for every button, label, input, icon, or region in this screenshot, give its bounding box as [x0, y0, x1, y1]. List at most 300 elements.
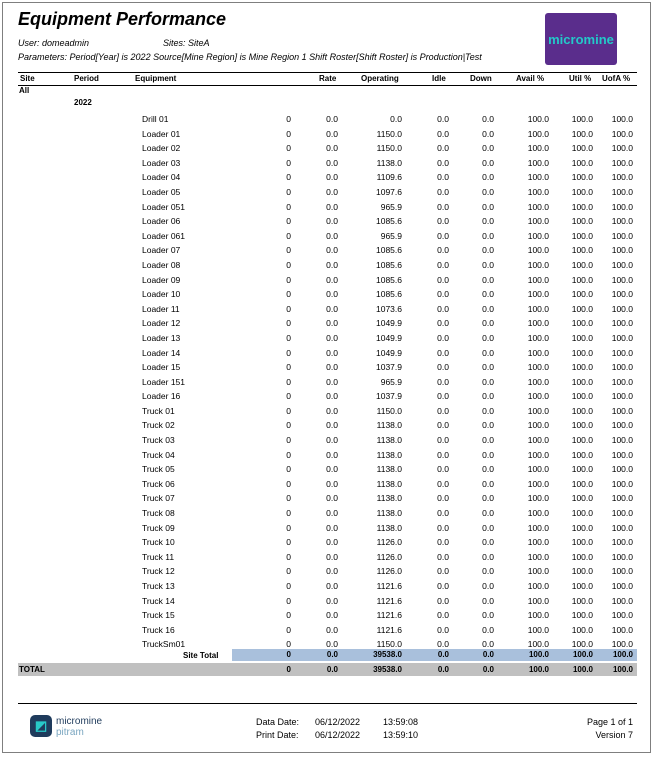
equipment-table-body	[0, 112, 655, 652]
row-avail: 100.0	[527, 143, 549, 154]
row-uofa: 100.0	[611, 318, 633, 329]
table-row	[0, 200, 655, 215]
row-down: 0.0	[482, 449, 494, 460]
row-count: 0	[286, 289, 291, 300]
row-equipment: Truck 09	[142, 522, 175, 533]
row-down: 0.0	[482, 303, 494, 314]
row-avail: 100.0	[527, 405, 549, 416]
row-avail: 100.0	[527, 114, 549, 124]
row-uofa: 100.0	[611, 114, 633, 124]
row-count: 0	[286, 435, 291, 446]
row-util: 100.0	[571, 551, 593, 562]
group-site: All	[19, 86, 30, 95]
site-total-row	[232, 649, 637, 661]
row-count: 0	[286, 376, 291, 387]
row-down: 0.0	[482, 143, 494, 154]
row-operating: 1138.0	[376, 449, 402, 460]
row-avail: 100.0	[527, 464, 549, 475]
data-date-label: Data Date:	[256, 717, 300, 727]
col-util: Util %	[569, 74, 592, 83]
row-uofa: 100.0	[611, 595, 633, 606]
row-count: 0	[286, 405, 291, 416]
footer-divider	[18, 703, 637, 704]
row-equipment: Truck 13	[142, 581, 175, 591]
table-row	[0, 346, 655, 361]
row-down: 0.0	[482, 114, 494, 124]
row-idle: 0.0	[437, 405, 449, 416]
row-down: 0.0	[482, 259, 494, 270]
row-rate: 0.0	[326, 216, 338, 227]
row-util: 100.0	[571, 303, 593, 314]
row-count: 0	[286, 639, 291, 650]
row-operating: 1037.9	[376, 362, 402, 373]
row-avail: 100.0	[527, 289, 549, 300]
row-idle: 0.0	[437, 274, 449, 285]
row-operating: 1138.0	[376, 493, 402, 504]
row-uofa: 100.0	[611, 405, 633, 416]
table-row	[0, 229, 655, 244]
row-idle: 0.0	[437, 245, 449, 256]
row-rate: 0.0	[326, 420, 338, 431]
row-util: 100.0	[571, 522, 593, 533]
col-equipment: Equipment	[135, 74, 177, 83]
row-rate: 0.0	[326, 376, 338, 387]
table-row	[0, 243, 655, 258]
col-rate: Rate	[319, 74, 337, 83]
row-count: 0	[286, 318, 291, 329]
row-rate: 0.0	[326, 172, 338, 183]
row-rate: 0.0	[326, 186, 338, 197]
row-uofa: 100.0	[611, 522, 633, 533]
row-idle: 0.0	[437, 478, 449, 489]
row-idle: 0.0	[437, 566, 449, 577]
row-down: 0.0	[482, 551, 494, 562]
report-version: Version 7	[595, 730, 633, 740]
row-down: 0.0	[482, 128, 494, 139]
row-operating: 1037.9	[376, 391, 402, 402]
col-idle: Idle	[432, 74, 446, 83]
table-row	[0, 594, 655, 609]
table-row	[0, 360, 655, 375]
grand-total-label: TOTAL	[19, 665, 45, 674]
row-down: 0.0	[482, 201, 494, 212]
row-operating: 1085.6	[376, 216, 402, 227]
table-row	[0, 535, 655, 550]
table-row	[0, 521, 655, 536]
row-uofa: 100.0	[611, 376, 633, 387]
row-avail: 100.0	[527, 362, 549, 373]
row-equipment: Loader 08	[142, 259, 181, 270]
row-count: 0	[286, 216, 291, 227]
row-equipment: Drill 01	[142, 114, 169, 124]
row-rate: 0.0	[326, 157, 338, 168]
row-count: 0	[286, 464, 291, 475]
row-operating: 1150.0	[376, 143, 402, 154]
col-avail: Avail %	[516, 74, 545, 83]
row-operating: 0.0	[390, 114, 402, 124]
row-avail: 100.0	[527, 566, 549, 577]
row-util: 100.0	[571, 391, 593, 402]
row-equipment: Loader 151	[142, 376, 186, 387]
data-time: 13:59:08	[383, 717, 419, 727]
row-uofa: 100.0	[611, 128, 633, 139]
row-rate: 0.0	[326, 435, 338, 446]
row-idle: 0.0	[437, 639, 449, 650]
row-equipment: Loader 02	[142, 143, 181, 154]
row-util: 100.0	[571, 216, 593, 227]
row-idle: 0.0	[437, 230, 449, 241]
row-down: 0.0	[482, 478, 494, 489]
row-equipment: Truck 05	[142, 464, 175, 475]
row-count: 0	[286, 522, 291, 533]
row-down: 0.0	[482, 435, 494, 446]
row-count: 0	[286, 551, 291, 562]
site-total-n: 0	[286, 650, 291, 659]
table-row	[0, 287, 655, 302]
row-down: 0.0	[482, 347, 494, 358]
row-count: 0	[286, 245, 291, 256]
report-user: User: domeadmin	[18, 38, 90, 48]
table-row	[0, 418, 655, 433]
row-uofa: 100.0	[611, 610, 633, 621]
row-idle: 0.0	[437, 347, 449, 358]
row-rate: 0.0	[326, 391, 338, 402]
row-util: 100.0	[571, 478, 593, 489]
row-uofa: 100.0	[611, 449, 633, 460]
row-rate: 0.0	[326, 522, 338, 533]
row-down: 0.0	[482, 274, 494, 285]
row-rate: 0.0	[326, 289, 338, 300]
row-operating: 1138.0	[376, 522, 402, 533]
row-util: 100.0	[571, 376, 593, 387]
row-idle: 0.0	[437, 595, 449, 606]
row-down: 0.0	[482, 581, 494, 591]
table-row	[0, 170, 655, 185]
row-util: 100.0	[571, 449, 593, 460]
row-avail: 100.0	[527, 216, 549, 227]
row-uofa: 100.0	[611, 435, 633, 446]
grand-total-util: 100.0	[572, 665, 593, 674]
row-avail: 100.0	[527, 186, 549, 197]
table-row	[0, 331, 655, 346]
row-down: 0.0	[482, 391, 494, 402]
row-uofa: 100.0	[611, 201, 633, 212]
row-down: 0.0	[482, 318, 494, 329]
row-equipment: Truck 06	[142, 478, 175, 489]
row-idle: 0.0	[437, 376, 449, 387]
row-equipment: Loader 061	[142, 230, 186, 241]
row-count: 0	[286, 274, 291, 285]
row-equipment: Loader 06	[142, 216, 181, 227]
row-operating: 1085.6	[376, 274, 402, 285]
row-rate: 0.0	[326, 128, 338, 139]
row-uofa: 100.0	[611, 143, 633, 154]
row-count: 0	[286, 420, 291, 431]
row-equipment: Loader 09	[142, 274, 181, 285]
row-idle: 0.0	[437, 332, 449, 343]
table-row	[0, 579, 655, 594]
row-avail: 100.0	[527, 318, 549, 329]
row-down: 0.0	[482, 464, 494, 475]
row-equipment: Truck 14	[142, 595, 175, 606]
row-equipment: Loader 04	[142, 172, 181, 183]
row-equipment: Truck 02	[142, 420, 175, 431]
row-avail: 100.0	[527, 259, 549, 270]
row-down: 0.0	[482, 230, 494, 241]
footer-brand	[56, 716, 102, 738]
row-equipment: Truck 15	[142, 610, 175, 621]
row-avail: 100.0	[527, 376, 549, 387]
group-period: 2022	[74, 98, 92, 107]
table-row	[0, 141, 655, 156]
row-idle: 0.0	[437, 216, 449, 227]
row-idle: 0.0	[437, 391, 449, 402]
row-idle: 0.0	[437, 157, 449, 168]
row-operating: 965.9	[380, 201, 402, 212]
row-uofa: 100.0	[611, 624, 633, 635]
row-equipment: Truck 03	[142, 435, 175, 446]
row-uofa: 100.0	[611, 172, 633, 183]
row-avail: 100.0	[527, 230, 549, 241]
row-avail: 100.0	[527, 245, 549, 256]
row-util: 100.0	[571, 201, 593, 212]
row-count: 0	[286, 595, 291, 606]
row-equipment: Truck 12	[142, 566, 175, 577]
row-uofa: 100.0	[611, 332, 633, 343]
row-down: 0.0	[482, 522, 494, 533]
row-avail: 100.0	[527, 581, 549, 591]
row-idle: 0.0	[437, 362, 449, 373]
row-idle: 0.0	[437, 551, 449, 562]
row-equipment: Loader 01	[142, 128, 181, 139]
row-equipment: Loader 10	[142, 289, 181, 300]
row-down: 0.0	[482, 566, 494, 577]
grand-total-down: 0.0	[482, 665, 494, 674]
row-count: 0	[286, 449, 291, 460]
row-count: 0	[286, 478, 291, 489]
row-rate: 0.0	[326, 347, 338, 358]
row-util: 100.0	[571, 537, 593, 548]
table-row	[0, 273, 655, 288]
table-row	[0, 550, 655, 565]
row-idle: 0.0	[437, 493, 449, 504]
row-operating: 1138.0	[376, 157, 402, 168]
row-rate: 0.0	[326, 405, 338, 416]
row-equipment: Truck 08	[142, 508, 175, 519]
row-count: 0	[286, 128, 291, 139]
row-operating: 1049.9	[376, 318, 402, 329]
row-avail: 100.0	[527, 537, 549, 548]
table-header	[18, 72, 637, 86]
row-count: 0	[286, 624, 291, 635]
row-rate: 0.0	[326, 332, 338, 343]
row-rate: 0.0	[326, 508, 338, 519]
row-equipment: Loader 15	[142, 362, 181, 373]
row-operating: 1121.6	[376, 624, 402, 635]
row-equipment: Loader 16	[142, 391, 181, 402]
row-down: 0.0	[482, 289, 494, 300]
row-util: 100.0	[571, 405, 593, 416]
table-row	[0, 112, 655, 127]
row-rate: 0.0	[326, 114, 338, 124]
row-avail: 100.0	[527, 172, 549, 183]
row-operating: 1126.0	[376, 566, 402, 577]
row-util: 100.0	[571, 493, 593, 504]
row-avail: 100.0	[527, 478, 549, 489]
row-operating: 1097.6	[376, 186, 402, 197]
row-util: 100.0	[571, 435, 593, 446]
row-down: 0.0	[482, 624, 494, 635]
row-rate: 0.0	[326, 362, 338, 373]
table-row	[0, 258, 655, 273]
row-idle: 0.0	[437, 172, 449, 183]
row-idle: 0.0	[437, 435, 449, 446]
row-uofa: 100.0	[611, 508, 633, 519]
row-count: 0	[286, 332, 291, 343]
row-equipment: Loader 12	[142, 318, 181, 329]
row-uofa: 100.0	[611, 289, 633, 300]
row-util: 100.0	[571, 245, 593, 256]
row-util: 100.0	[571, 464, 593, 475]
row-avail: 100.0	[527, 128, 549, 139]
row-avail: 100.0	[527, 303, 549, 314]
row-idle: 0.0	[437, 449, 449, 460]
row-down: 0.0	[482, 508, 494, 519]
row-rate: 0.0	[326, 493, 338, 504]
row-operating: 1138.0	[376, 464, 402, 475]
row-down: 0.0	[482, 376, 494, 387]
row-rate: 0.0	[326, 581, 338, 591]
row-count: 0	[286, 303, 291, 314]
row-rate: 0.0	[326, 449, 338, 460]
row-operating: 1073.6	[376, 303, 402, 314]
table-row	[0, 302, 655, 317]
row-uofa: 100.0	[611, 478, 633, 489]
site-total-operating: 39538.0	[373, 650, 402, 659]
row-rate: 0.0	[326, 303, 338, 314]
row-down: 0.0	[482, 420, 494, 431]
row-avail: 100.0	[527, 274, 549, 285]
row-uofa: 100.0	[611, 551, 633, 562]
col-uofa: UofA %	[602, 74, 631, 83]
row-idle: 0.0	[437, 289, 449, 300]
row-util: 100.0	[571, 186, 593, 197]
row-count: 0	[286, 493, 291, 504]
site-total-avail: 100.0	[528, 650, 549, 659]
row-rate: 0.0	[326, 551, 338, 562]
row-equipment: Loader 13	[142, 332, 181, 343]
grand-total-operating: 39538.0	[373, 665, 402, 674]
pitram-logo-icon: ◩	[30, 715, 52, 737]
row-operating: 1121.6	[376, 610, 402, 621]
row-operating: 1138.0	[376, 420, 402, 431]
row-avail: 100.0	[527, 449, 549, 460]
row-util: 100.0	[571, 259, 593, 270]
row-count: 0	[286, 362, 291, 373]
row-rate: 0.0	[326, 245, 338, 256]
row-operating: 1150.0	[376, 639, 402, 650]
row-operating: 1138.0	[376, 508, 402, 519]
row-equipment: Truck 07	[142, 493, 175, 504]
row-util: 100.0	[571, 610, 593, 621]
table-row	[0, 156, 655, 171]
table-row	[0, 623, 655, 638]
row-operating: 965.9	[380, 376, 402, 387]
row-count: 0	[286, 157, 291, 168]
table-row	[0, 375, 655, 390]
grand-total-avail: 100.0	[528, 665, 549, 674]
row-count: 0	[286, 566, 291, 577]
row-count: 0	[286, 610, 291, 621]
row-avail: 100.0	[527, 624, 549, 635]
row-count: 0	[286, 201, 291, 212]
row-count: 0	[286, 172, 291, 183]
row-equipment: TruckSm01	[142, 639, 186, 650]
row-avail: 100.0	[527, 508, 549, 519]
table-row	[0, 491, 655, 506]
row-util: 100.0	[571, 114, 593, 124]
row-uofa: 100.0	[611, 186, 633, 197]
row-uofa: 100.0	[611, 362, 633, 373]
col-down: Down	[470, 74, 492, 83]
micromine-logo: micromine	[545, 13, 617, 65]
row-util: 100.0	[571, 508, 593, 519]
row-util: 100.0	[571, 128, 593, 139]
row-uofa: 100.0	[611, 420, 633, 431]
row-idle: 0.0	[437, 318, 449, 329]
grand-total-rate: 0.0	[326, 665, 338, 674]
row-count: 0	[286, 508, 291, 519]
row-operating: 1085.6	[376, 245, 402, 256]
row-down: 0.0	[482, 405, 494, 416]
row-rate: 0.0	[326, 274, 338, 285]
row-count: 0	[286, 186, 291, 197]
row-avail: 100.0	[527, 391, 549, 402]
table-row	[0, 127, 655, 142]
row-util: 100.0	[571, 566, 593, 577]
row-down: 0.0	[482, 610, 494, 621]
site-total-rate: 0.0	[326, 650, 338, 659]
site-total-label: Site Total	[183, 651, 219, 660]
row-idle: 0.0	[437, 508, 449, 519]
row-uofa: 100.0	[611, 157, 633, 168]
table-row	[0, 433, 655, 448]
row-rate: 0.0	[326, 230, 338, 241]
row-down: 0.0	[482, 157, 494, 168]
row-uofa: 100.0	[611, 259, 633, 270]
row-operating: 965.9	[380, 230, 402, 241]
row-rate: 0.0	[326, 464, 338, 475]
site-total-util: 100.0	[572, 650, 593, 659]
row-operating: 1109.6	[376, 172, 402, 183]
row-rate: 0.0	[326, 318, 338, 329]
row-equipment: Truck 04	[142, 449, 175, 460]
row-avail: 100.0	[527, 493, 549, 504]
row-rate: 0.0	[326, 537, 338, 548]
row-uofa: 100.0	[611, 274, 633, 285]
row-equipment: Truck 16	[142, 624, 175, 635]
table-row	[0, 608, 655, 623]
row-util: 100.0	[571, 581, 593, 591]
row-avail: 100.0	[527, 435, 549, 446]
site-total-down: 0.0	[482, 650, 494, 659]
table-row	[0, 448, 655, 463]
row-avail: 100.0	[527, 639, 549, 650]
row-util: 100.0	[571, 318, 593, 329]
grand-total-idle: 0.0	[437, 665, 449, 674]
row-equipment: Loader 051	[142, 201, 186, 212]
table-row	[0, 506, 655, 521]
